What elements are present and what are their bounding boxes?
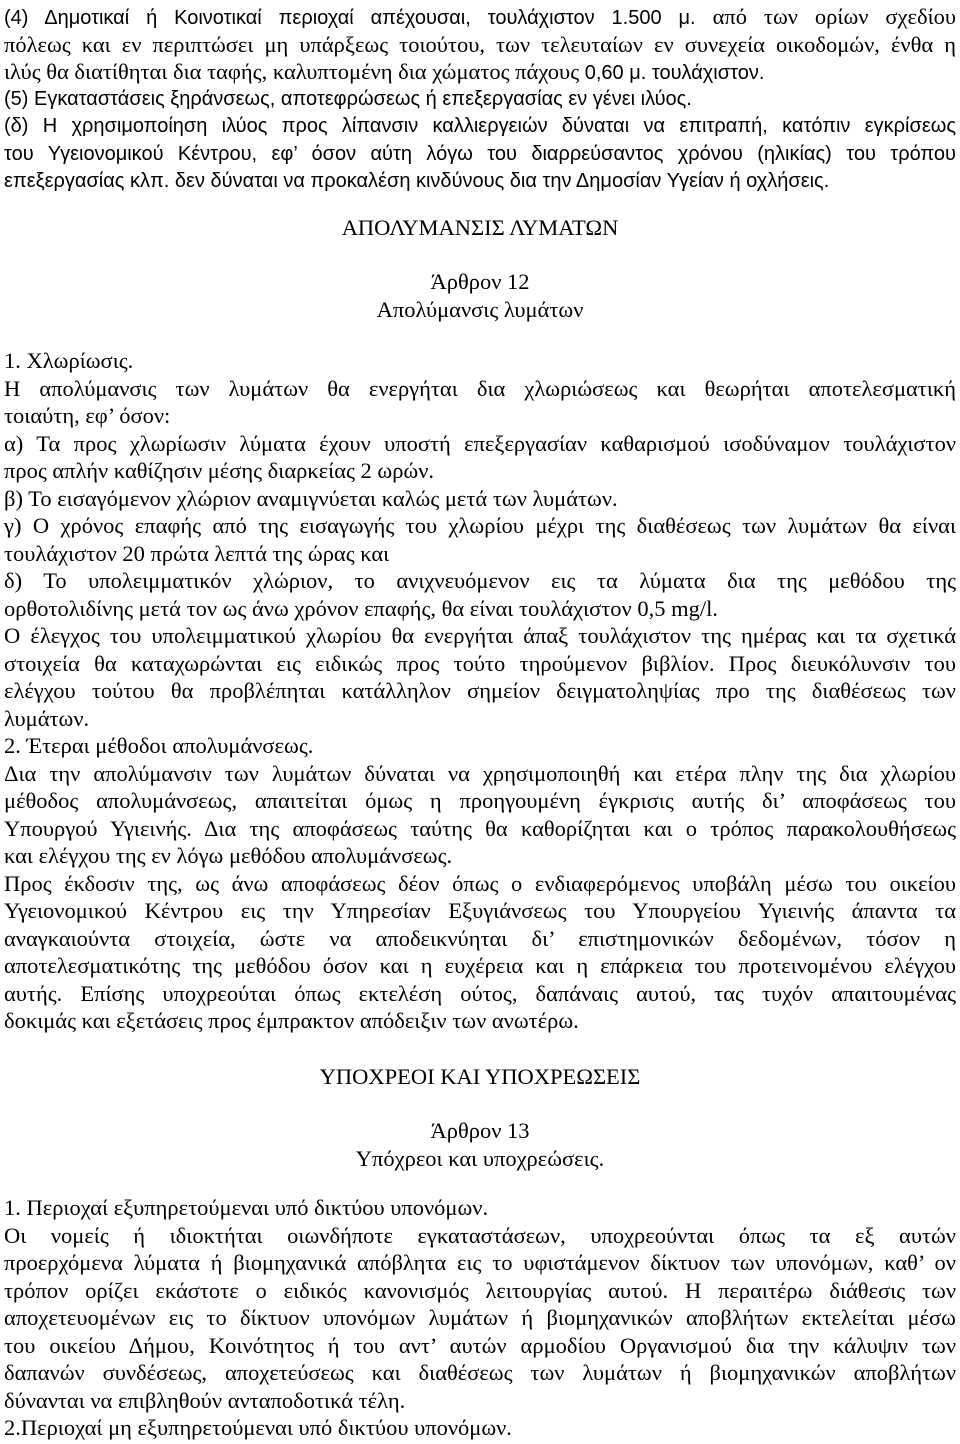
article-title: Υπόχρεοι και υποχρεώσεις. xyxy=(355,1146,605,1171)
text-line: τουλάχιστον 20 πρώτα λεπτά της ώρας και xyxy=(4,540,390,566)
text-run: (4) Δημοτικαί ή Κοινοτικαί περιοχαί απέχουσαι, τουλάχιστον 1.500 μ. xyxy=(4,7,696,29)
text-line: γ) Ο χρόνος επαφής από της εισαγωγής του χλωρίου μέχρι της διαθέσεως των λυμάτων θα είναι xyxy=(4,513,956,538)
text-line: ορθοτολιδίνης μετά τον ως άνω χρόνον επαφής, θα είναι τουλάχιστον 0,5 mg/l. xyxy=(4,595,718,621)
text-line: δ) Το υπολειμματικόν χλώριον, το ανιχνευόμενον εις τα λύματα δια της μεθόδου της xyxy=(4,568,956,593)
text-line: Ο έλεγχος του υπολειμματικού χλωρίου θα ενεργήται άπαξ τουλάχιστον της ημέρας και τα σχετικά xyxy=(4,623,956,648)
text-line: (δ) Η χρησιμοποίηση ιλύος προς λίπανσιν καλλιεργειών δύναται να επιτραπή, κατόπιν εγκρίσεως xyxy=(4,115,956,137)
text-line: (5) Εγκαταστάσεις ξηράνσεως, αποτεφρώσεως ή επεξεργασίας εν γένει ιλύος. xyxy=(4,87,692,110)
text-run: 0,60 μ. τουλάχιστον. xyxy=(584,62,765,84)
text-line: αποτελεσματικότης της μεθόδου όσον και η ευχέρεια και η επάρκεια του προτεινομένου ελέγχου xyxy=(4,953,956,978)
text-line: του Υγειονομικού Κέντρου, εφ’ όσον αύτη λόγω του διαρρεύσαντος χρόνου (ηλικίας) του τρόπου xyxy=(4,142,956,165)
text-line: τοιαύτη, εφ’ όσον: xyxy=(4,403,171,428)
text-line: προς απλήν καθίζησιν μέσης διαρκείας 2 ωρών. xyxy=(4,458,435,483)
text-line: του οικείου Δήμου, Κοινότητος ή του αντ’ αυτών αρμοδίου Οργανισμού δια την κάλυψιν των xyxy=(4,1332,956,1358)
text-line xyxy=(4,58,956,86)
text-line: αποχετευομένων εις το δίκτυον υπονόμων λυμάτων ή βιομηχανικών αποβλήτων εκτελείται μέσω xyxy=(4,1305,956,1330)
subsection-heading: 1. Περιοχαί εξυπηρετούμεναι υπό δικτύου υπονόμων. xyxy=(4,1195,489,1220)
text-line: τρόπον ορίζει εκάστοτε ο ειδικός κανονισμός λειτουργίας αυτού. Η περαιτέρω διάθεσις των xyxy=(4,1277,956,1303)
subsection-heading: 2.Περιοχαί μη εξυπηρετούμεναι υπό δικτύου υπονόμων. xyxy=(4,1415,512,1440)
text-line: αυτής. Επίσης υποχρεούται όπως εκτελέση ούτος, δαπάναις αυτού, τας τυχόν απαιτουμένας xyxy=(4,980,956,1006)
text-line: πόλεως και εν περιπτώσει μη υπάρξεως τοιούτου, των τελευταίων εν συνεχεία οικοδομών, ένθα η xyxy=(4,31,956,57)
text-line: Υπουργού Υγιεινής. Δια της αποφάσεως ταύτης θα καθορίζηται και ο τρόπος παρακολουθήσεως xyxy=(4,815,956,841)
subsection-heading: 2. Έτεραι μέθοδοι απολυμάνσεως. xyxy=(4,733,314,758)
article-body xyxy=(4,347,956,1035)
article-number: Άρθρον 12 xyxy=(430,269,530,294)
text-line: β) Το εισαγόμενον χλώριον αναμιγνύεται καλώς μετά των λυμάτων. xyxy=(4,485,618,511)
text-line: Οι νομείς ή ιδιοκτήται οιωνδήποτε εγκαταστάσεων, υποχρεούνται όπως τα εξ αυτών xyxy=(4,1222,956,1248)
text-line: Η απολύμανσις των λυμάτων θα ενεργήται δια χλωριώσεως και θεωρήται αποτελεσματική xyxy=(4,375,956,401)
text-run: ιλύς θα διατίθηται δια ταφής, καλυπτομένη δια χώματος πάχους xyxy=(4,59,580,84)
article-number: Άρθρον 13 xyxy=(430,1118,530,1143)
text-line: α) Τα προς χλωρίωσιν λύματα έχουν υποστή επεξεργασίαν καθαρισμού ισοδύναμον τουλάχιστον xyxy=(4,430,956,456)
text-line: και ελέγχου της εν λόγω μεθόδου απολυμάνσεως. xyxy=(4,843,453,868)
text-line: Προς έκδοσιν της, ως άνω αποφάσεως δέον όπως ο ενδιαφερόμενος υποβάλη μέσω του οικείου xyxy=(4,870,956,896)
intro-paragraphs xyxy=(4,3,956,196)
text-line: ελέγχου τούτου θα προβλέπηται κατάλληλον σημείον δειγματοληψίας προ της διαθέσεως των xyxy=(4,678,956,703)
section-heading: ΥΠΟΧΡΕΟΙ ΚΑΙ ΥΠΟΧΡΕΩΣΕΙΣ xyxy=(319,1064,641,1089)
text-line: λυμάτων. xyxy=(4,705,90,731)
text-line: Υγειονομικού Κέντρου εις την Υπηρεσίαν Εξυγιάνσεως του Υπουργείου Υγιεινής άπαντα τα xyxy=(4,898,956,923)
article-title: Απολύμανσις λυμάτων xyxy=(376,297,584,322)
text-run: από των ορίων σχεδίου xyxy=(712,4,957,29)
subsection-heading: 1. Χλωρίωσις. xyxy=(4,348,134,373)
text-line xyxy=(4,3,956,31)
text-line: Δια την απολύμανσιν των λυμάτων δύναται να χρησιμοποιηθή και ετέρα πλην της δια χλωρίου xyxy=(4,760,956,786)
text-line: στοιχεία θα καταχωρώνται εις ειδικώς προς τούτο τηρούμενον βιβλίον. Προς διευκόλυνσιν του xyxy=(4,650,956,676)
text-line: δαπανών συνδέσεως, αποχετεύσεως και διαθέσεως των λυμάτων ή βιομηχανικών αποβλήτων xyxy=(4,1360,956,1385)
text-line: μέθοδος απολυμάνσεως, απαιτείται όμως η προηγουμένη έγκρισις αυτής δι’ αποφάσεως του xyxy=(4,788,956,813)
section-heading: ΑΠΟΛΥΜΑΝΣΙΣ ΛΥΜΑΤΩΝ xyxy=(341,215,619,240)
text-line: αναγκαιούντα στοιχεία, ώστε να αποδεικνύηται δι’ επιστημονικών δεδομένων, τόσον η xyxy=(4,925,956,951)
text-line: επεξεργασίας κλπ. δεν δύναται να προκαλέση κινδύνους δια την Δημοσίαν Υγείαν ή οχλήσεις. xyxy=(4,170,830,192)
article-body xyxy=(4,1194,956,1442)
text-line: προερχόμενα λύματα ή βιομηχανικά απόβλητα εις το υφιστάμενον δίκτυον των υπονόμων, καθ’ ον xyxy=(4,1250,956,1275)
text-line: δύνανται να επιβληθούν ανταποδοτικά τέλη. xyxy=(4,1387,406,1413)
text-line: δοκιμάς και εξετάσεις προς έμπρακτον απόδειξιν των ανωτέρω. xyxy=(4,1008,579,1033)
